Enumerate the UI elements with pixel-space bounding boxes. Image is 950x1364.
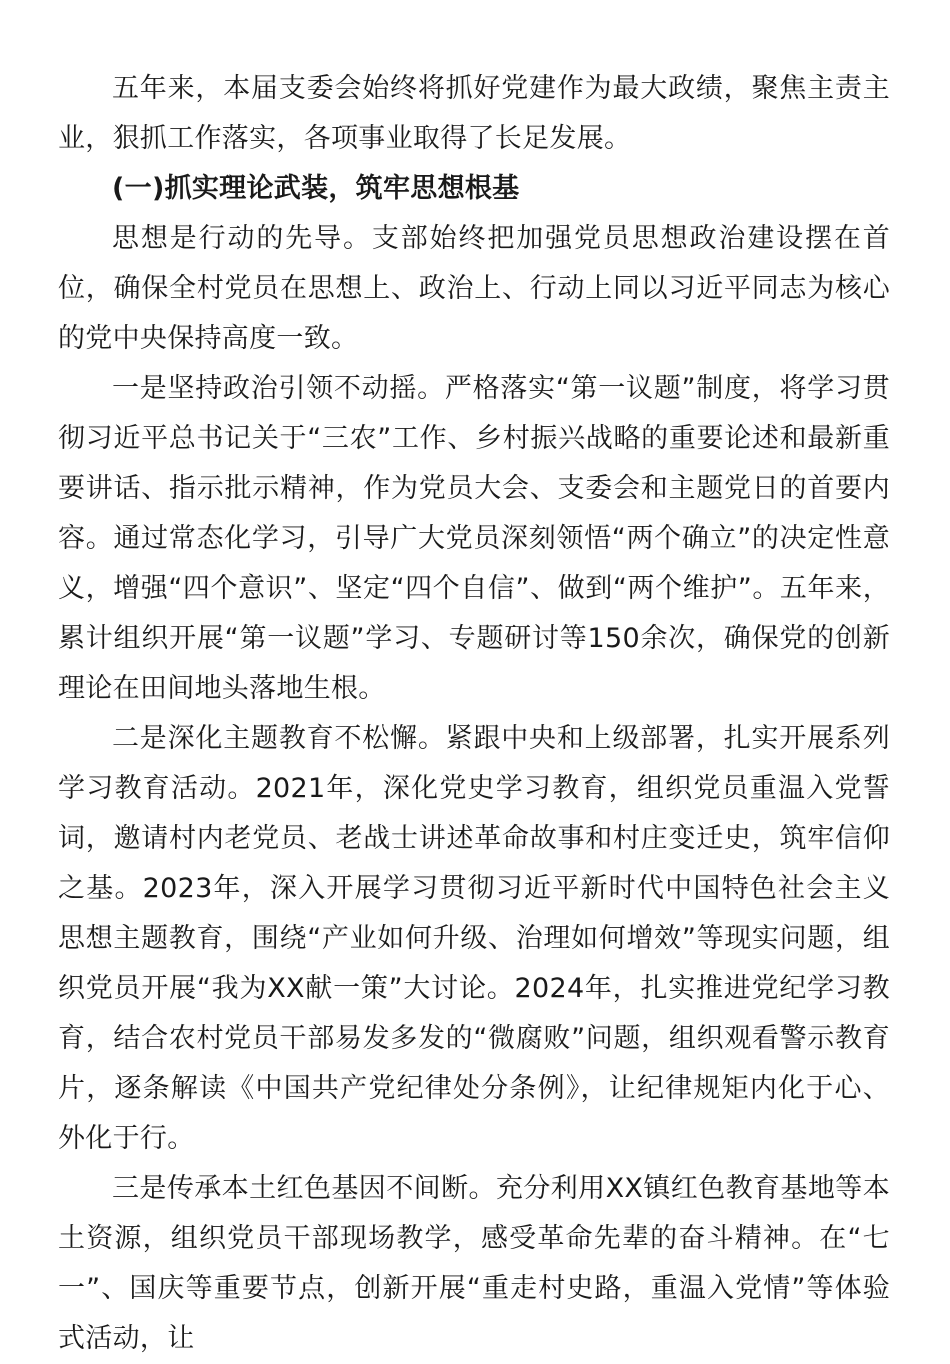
intro-paragraph: 五年来，本届支委会始终将抓好党建作为最大政绩，聚焦主责主业，狠抓工作落实，各项事业取得了长足发展。 [58, 73, 890, 154]
body-paragraph: 二是深化主题教育不松懈。紧跟中央和上级部署，扎实开展系列学习教育活动。2021年，深化党史学习教育，组织党员重温入党誓词，邀请村内老党员、老战士讲述革命故事和村庄变迁史，筑牢信仰之基。2023年，深入开展学习贯彻习近平新时代中国特色社会主义思想主题教育，围绕“产业如何升级、治理如何增效”等现实问题，组织党员开展“我为XX献一策”大讨论。2024年，扎实推进党纪学习教育，结合农村党员干部易发多发的“微腐败”问题，组织观看警示教育片，逐条解读《中国共产党纪律处分条例》，让纪律规矩内化于心、外化于行。 [58, 723, 890, 1154]
section-heading: (一)抓实理论武装，筑牢思想根基 [112, 173, 520, 204]
body-paragraph: 三是传承本土红色基因不间断。充分利用XX镇红色教育基地等本土资源，组织党员干部现场教学，感受革命先辈的奋斗精神。在“七一”、国庆等重要节点，创新开展“重走村史路，重温入党情”等体验式活动，让 [58, 1173, 890, 1354]
body-paragraph: 思想是行动的先导。支部始终把加强党员思想政治建设摆在首位，确保全村党员在思想上、政治上、行动上同以习近平同志为核心的党中央保持高度一致。 [58, 223, 890, 354]
document-page [58, 64, 890, 1364]
body-paragraph: 一是坚持政治引领不动摇。严格落实“第一议题”制度，将学习贯彻习近平总书记关于“三农”工作、乡村振兴战略的重要论述和最新重要讲话、指示批示精神，作为党员大会、支委会和主题党日的首要内容。通过常态化学习，引导广大党员深刻领悟“两个确立”的决定性意义，增强“四个意识”、坚定“四个自信”、做到“两个维护”。五年来，累计组织开展“第一议题”学习、专题研讨等150余次，确保党的创新理论在田间地头落地生根。 [58, 373, 890, 704]
